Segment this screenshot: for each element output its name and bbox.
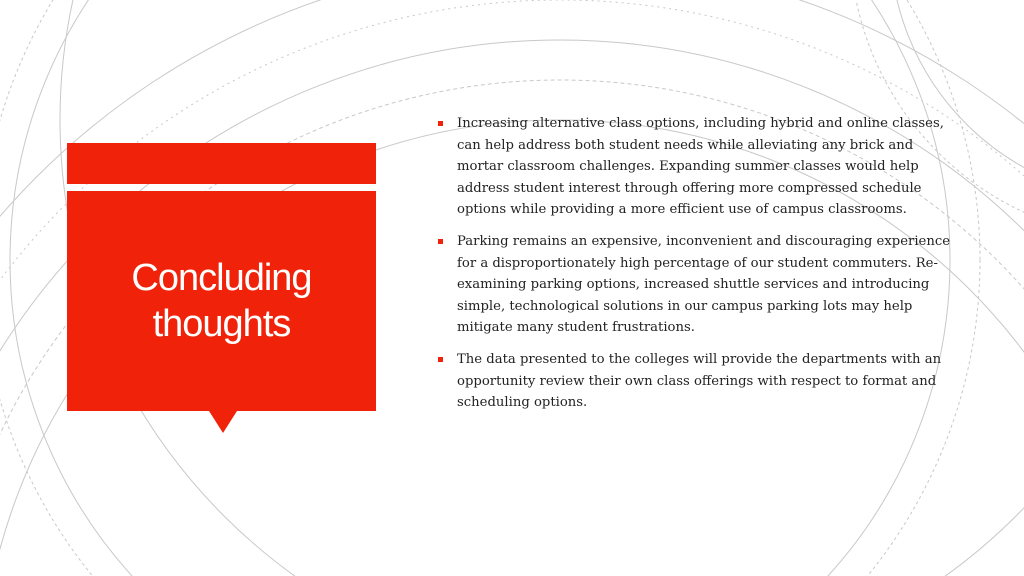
bullet-list — [436, 113, 956, 424]
title-box — [67, 191, 376, 411]
square-bullet-icon — [438, 357, 443, 362]
bullet-item — [436, 231, 956, 339]
title-pointer — [209, 411, 237, 433]
square-bullet-icon — [438, 121, 443, 126]
bullet-text: Increasing alternative class options, including hybrid and online classes, can help address both student needs while alleviating any brick and mortar classroom challenges. Expanding summer classes would help address student interest through offering more compressed schedule options while providing a more efficient use of campus classrooms. — [457, 116, 944, 218]
bullet-item — [436, 349, 956, 414]
bullet-text: The data presented to the colleges will provide the departments with an opportunity review their own class offerings with respect to format and scheduling options. — [457, 351, 942, 411]
slide-title: Concluding thoughts — [131, 257, 312, 345]
bullet-text: Parking remains an expensive, inconvenient and discouraging experience for a disproportionately high percentage of our student commuters. Re-examining parking options, increased shuttle services and introducing simple, technological solutions in our campus parking lots may help mitigate many student frustrations. — [457, 233, 951, 336]
square-bullet-icon — [438, 239, 443, 244]
title-accent-bar — [67, 143, 376, 184]
bullet-item — [436, 113, 956, 221]
